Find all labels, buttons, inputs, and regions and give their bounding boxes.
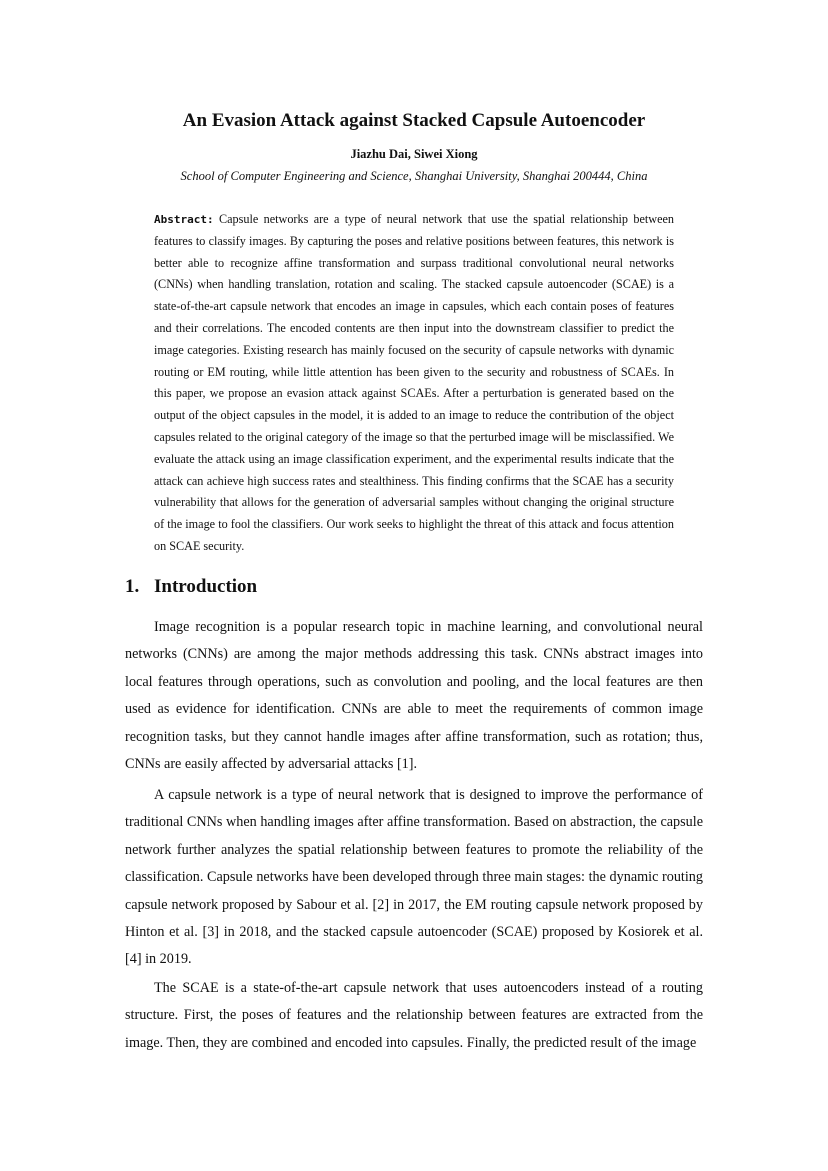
section-title: Introduction (154, 576, 258, 597)
author-affiliation: School of Computer Engineering and Science, Shanghai University, Shanghai 200444, China (180, 169, 648, 183)
abstract-text: Capsule networks are a type of neural network that use the spatial relationship between features to classify images. By capturing the poses and relative positions between features, this network is better able to recognize affine transformation and surpass traditional convolutional neural networks (CNNs) when handling translation, rotation and scaling. The stacked capsule autoencoder (SCAE) is a state-of-the-art capsule network that encodes an image in capsules, which each contain poses of features and their correlations. The encoded contents are then input into the downstream classifier to predict the image categories. Existing research has mainly focused on the security of capsule networks with dynamic routing or EM routing, while little attention has been given to the security and robustness of SCAEs. In this paper, we propose an evasion attack against SCAEs. After a perturbation is generated based on the output of the object capsules in the model, it is added to an image to reduce the contribution of the object capsules related to the original category of the image so that the perturbed image will be misclassified. We evaluate the attack using an image classification experiment, and the experimental results indicate that the attack can achieve high success rates and stealthiness. This finding confirms that the SCAE has a security vulnerability that allows for the generation of adversarial samples without changing the original structure of the image to fool the classifiers. Our work seeks to highlight the threat of this attack and focus attention on SCAE security. (154, 212, 675, 553)
paper-title: An Evasion Attack against Stacked Capsule Autoencoder (182, 110, 646, 131)
section-number: 1. (125, 576, 140, 597)
abstract (154, 209, 674, 558)
body-paragraph: Image recognition is a popular research topic in machine learning, and convolutional neural networks (CNNs) are among the major methods addressing this task. CNNs abstract images into local features through operations, such as convolution and pooling, and the local features are then used as evidence for identification. CNNs are able to meet the requirements of common image recognition tasks, but they cannot handle images after affine transformation, such as rotation; thus, CNNs are easily affected by adversarial attacks [1]. (125, 619, 703, 773)
section-heading-introduction (125, 576, 257, 598)
body-paragraph: A capsule network is a type of neural network that is designed to improve the performance of traditional CNNs when handling images after affine transformation. Based on abstraction, the capsule network further analyzes the spatial relationship between features to promote the reliability of the classification. Capsule networks have been developed through three main stages: the dynamic routing capsule network proposed by Sabour et al. [2] in 2017, the EM routing capsule network proposed by Hinton et al. [3] in 2018, and the stacked capsule autoencoder (SCAE) proposed by Kosiorek et al. [4] in 2019. (125, 787, 703, 968)
body-paragraph: The SCAE is a state-of-the-art capsule network that uses autoencoders instead of a routing structure. First, the poses of features and the relationship between features are extracted from the image. Then, they are combined and encoded into capsules. Finally, the predicted result of the image (125, 980, 703, 1051)
abstract-label: Abstract: (154, 213, 214, 226)
author-list: Jiazhu Dai, Siwei Xiong (350, 147, 478, 161)
